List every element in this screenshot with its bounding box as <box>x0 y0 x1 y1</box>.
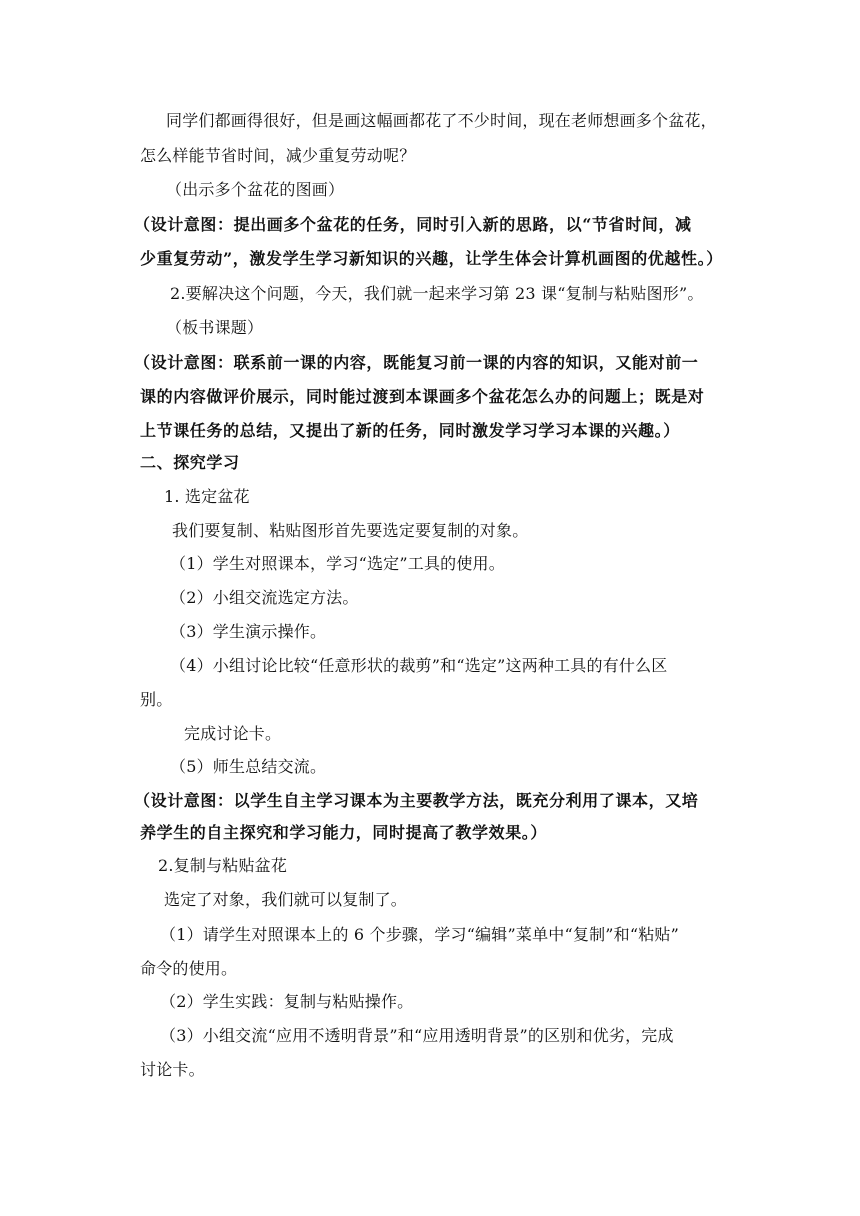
list-item: （4）小组讨论比较“任意形状的裁剪”和“选定”这两种工具的有什么区 <box>170 656 668 675</box>
subsection-heading: 2.复制与粘贴盆花 <box>158 856 288 875</box>
paragraph-line: （板书课题） <box>166 318 264 337</box>
list-item: （2）学生实践：复制与粘贴操作。 <box>160 992 414 1011</box>
list-item: （1）学生对照课本，学习“选定”工具的使用。 <box>170 554 505 573</box>
list-item-continuation: 讨论卡。 <box>140 1060 205 1079</box>
paragraph-line: （出示多个盆花的图画） <box>166 180 345 199</box>
design-intent-line: （设计意图：提出画多个盆花的任务，同时引入新的思路，以“节省时间，减 <box>134 215 692 234</box>
list-item: （1）请学生对照课本上的 6 个步骤，学习“编辑”菜单中“复制”和“粘贴” <box>160 925 680 944</box>
list-item: （5）师生总结交流。 <box>170 757 327 776</box>
list-item: （3）学生演示操作。 <box>170 622 327 641</box>
paragraph-line: 选定了对象，我们就可以复制了。 <box>164 890 408 909</box>
paragraph-line: 2.要解决这个问题，今天，我们就一起来学习第 23 课“复制与粘贴图形”。 <box>170 284 704 303</box>
list-item: （2）小组交流选定方法。 <box>170 588 359 607</box>
list-item: （3）小组交流“应用不透明背景”和“应用透明背景”的区别和优劣，完成 <box>160 1026 674 1045</box>
design-intent-line: 上节课任务的总结，又提出了新的任务，同时激发学习学习本课的兴趣。） <box>140 421 680 440</box>
paragraph-line: 怎么样能节省时间，减少重复劳动呢？ <box>140 146 416 165</box>
design-intent-line: （设计意图：以学生自主学习课本为主要教学方法，既充分利用了课本，又培 <box>134 791 699 810</box>
design-intent-line: 少重复劳动”，激发学生学习新知识的兴趣，让学生体会计算机画图的优越性。） <box>140 249 723 268</box>
design-intent-line: 养学生的自主探究和学习能力，同时提高了教学效果。） <box>140 823 548 842</box>
paragraph-line: 完成讨论卡。 <box>184 724 282 743</box>
list-item-continuation: 别。 <box>140 690 173 709</box>
paragraph-line: 同学们都画得很好，但是画这幅画都花了不少时间，现在老师想画多个盆花， <box>166 111 717 130</box>
list-item-continuation: 命令的使用。 <box>140 959 238 978</box>
design-intent-line: 课的内容做评价展示，同时能过渡到本课画多个盆花怎么办的问题上；既是对 <box>140 387 705 406</box>
design-intent-line: （设计意图：联系前一课的内容，既能复习前一课的内容的知识，又能对前一 <box>134 353 699 372</box>
section-heading: 二、探究学习 <box>140 453 240 472</box>
subsection-heading: 1. 选定盆花 <box>164 487 250 506</box>
paragraph-line: 我们要复制、粘贴图形首先要选定要复制的对象。 <box>172 521 529 540</box>
